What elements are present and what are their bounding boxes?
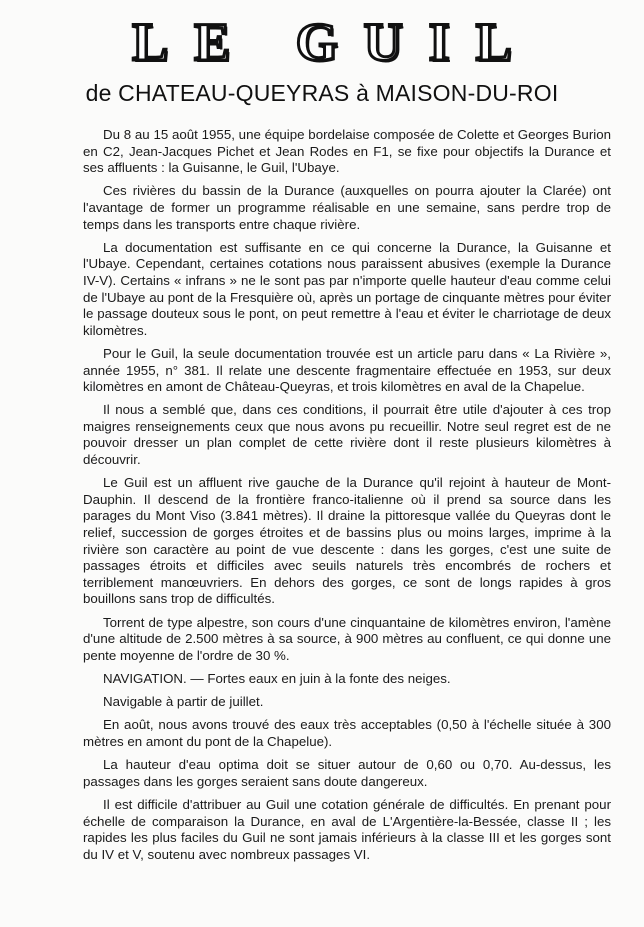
paragraph-rating: Il est difficile d'attribuer au Guil une cotation générale de difficultés. En prenant pour échelle de comparaison la Durance, en aval de L'Argentière-la-Bessée, classe II ; les rapides les plus faciles du Guil ne sont jamais inférieurs à la classe III et les gorges sont du IV et V, soutenu avec nombreux passages VI.: [83, 796, 611, 862]
paragraph-intro: Du 8 au 15 août 1955, une équipe bordelaise composée de Colette et Georges Burion en C2, Jean-Jacques Pichet et Jean Rodes en F1, se fixe pour objectifs la Durance et ses affluents : la Guisanne, le Guil, l'Ubaye.: [83, 127, 611, 176]
paragraph-rivers: Ces rivières du bassin de la Durance (auxquelles on pourra ajouter la Clarée) ont l'avantage de former un programme réalisable en une semaine, sans perdre trop de temps dans les transports entre chaque rivière.: [83, 183, 611, 232]
paragraph-torrent: Torrent de type alpestre, son cours d'une cinquantaine de kilomètres environ, l'amène d'une altitude de 2.500 mètres à sa source, à 900 mètres au confluent, ce qui donne une pente moyenne de l'ordre de 30 %.: [83, 614, 611, 663]
paragraph-purpose: Il nous a semblé que, dans ces conditions, il pourrait être utile d'ajouter à ces trop maigres renseignements ceux que nous avons pu recueillir. Notre seul regret est de ne pouvoir dresser un plan complet de cette rivière dont il reste plusieurs kilomètres à découvrir.: [83, 402, 611, 468]
page-subtitle: de CHATEAU-QUEYRAS à MAISON-DU-ROI: [85, 80, 559, 106]
paragraph-navigation: NAVIGATION. — Fortes eaux en juin à la fonte des neiges.: [103, 670, 451, 686]
paragraph-documentation: La documentation est suffisante en ce qui concerne la Durance, la Guisanne et l'Ubaye. Cependant, certaines cotations nous paraissent abusives (exemple la Durance IV-V). Certains « infrans » ne le sont pas par n'importe quelle hauteur d'eau comme celui de l'Ubaye au pont de la Fresquière où, après un portage de cinquante mètres pour éviter le passage douteux sous le pont, on peut remettre à l'eau et éviter le charriotage de deux kilomètres.: [83, 239, 611, 338]
paragraph-guil-docs: Pour le Guil, la seule documentation trouvée est un article paru dans « La Rivière », année 1955, n° 381. Il relate une descente fragmentaire effectuée en 1953, sur deux kilomètres en amont de Château-Queyras, et trois kilomètres en aval de la Chapelue.: [83, 345, 611, 395]
paragraph-geography: Le Guil est un affluent rive gauche de la Durance qu'il rejoint à hauteur de Mont-Dauphin. Il descend de la frontière franco-italienne où il prend sa source dans les parages du Mont Viso (3.841 mètres). Il draine la pittoresque vallée du Queyras dont le relief, succession de gorges étroites et de bassins plus ou moins larges, imprime à la rivière son caractère au point de vue descente : dans les gorges, c'est une suite de passages étroits et difficiles avec seuils naturels très encombrés de rochers et terriblement manœuvriers. En dehors des gorges, ce sont de longs rapides à gros bouillons sans trop de difficultés.: [83, 475, 611, 607]
paragraph-navigable: Navigable à partir de juillet.: [103, 694, 264, 710]
page-title: LE GUIL: [132, 12, 538, 72]
paragraph-august: En août, nous avons trouvé des eaux très acceptables (0,50 à l'échelle située à 300 mètres en amont du pont de la Chapelue).: [83, 717, 611, 749]
article-body: [83, 127, 611, 870]
paragraph-water-height: La hauteur d'eau optima doit se situer autour de 0,60 ou 0,70. Au-dessus, les passages dans les gorges seraient sans doute dangereux.: [83, 757, 611, 789]
